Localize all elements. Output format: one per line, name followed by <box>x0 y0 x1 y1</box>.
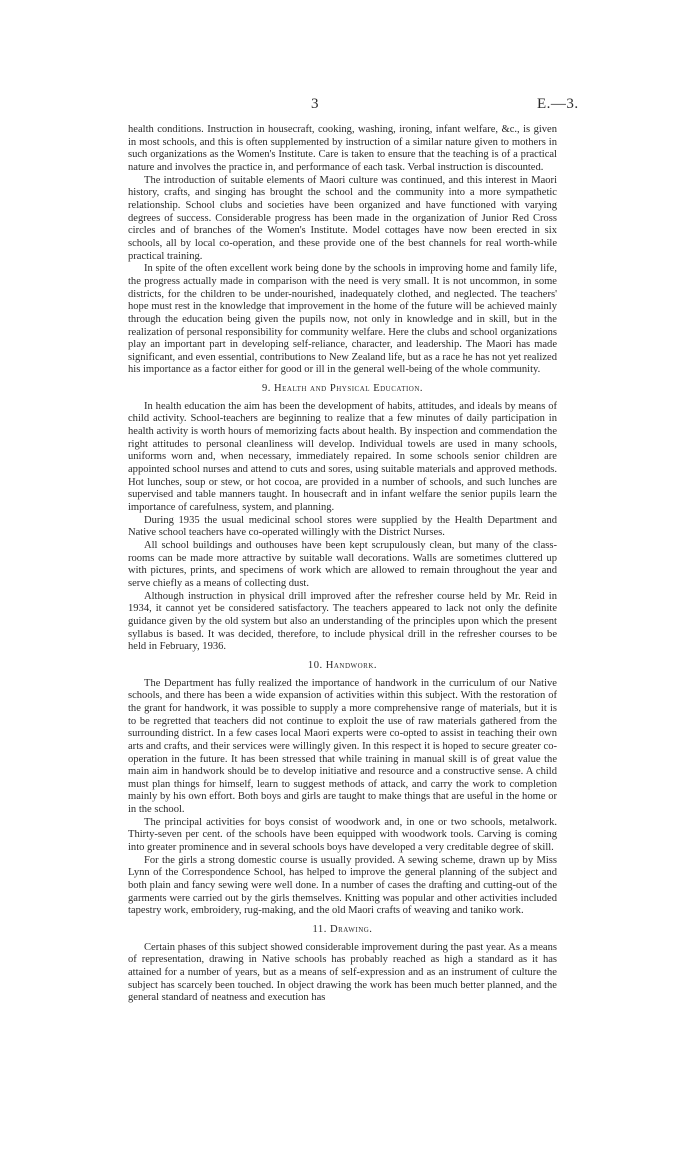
paragraph: All school buildings and outhouses have been kept scrupulously clean, but many of the class-rooms can be made more attractive by suitable wall decorations. Walls are sometimes cluttered up with pictures, prints, and specimens of work which are allowed to remain throughout the year and serve chiefly as a means of collecting dust. <box>128 540 557 589</box>
paragraph: During 1935 the usual medicinal school stores were supplied by the Health Department and Native school teachers have co-operated willingly with the District Nurses. <box>128 514 557 539</box>
paragraph: health conditions. Instruction in housecraft, cooking, washing, ironing, infant welfare, &c., is given in most schools, and this is often supplemented by instruction of a similar nature given to mothers in such organizations as the Women's Institute. Care is taken to ensure that the teaching is of a practical nature and involves the practice in, and performance of each task. Verbal instruction is discounted. <box>128 124 557 173</box>
body-text <box>128 124 557 1005</box>
paragraph: Certain phases of this subject showed considerable improvement during the past year. As a means of representation, drawing in Native schools has probably reached as high a standard as it has attained for a number of years, but as a means of self-expression and as an instrument of culture the subject has scarcely been touched. In object drawing the work has been much better planned, and the general standard of neatness and execution has <box>128 941 557 1004</box>
section-heading-handwork: 10. Handwork. <box>307 659 378 671</box>
paragraph: In spite of the often excellent work being done by the schools in improving home and family life, the progress actually made in comparison with the need is very small. It is not uncommon, in some districts, for the children to be under-nourished, inadequately clothed, and neglected. The teachers' hope must rest in the knowledge that improvement in the home of the future will be achieved mainly through the education being given the pupils now, not only in knowledge and in skill, but in the realization of personal responsibility for community welfare. Here the clubs and school organizations play an important part in developing self-reliance, character, and leadership. The Maori has made significant, and even essential, contributions to New Zealand life, but as a race he has not yet realized his importance as a factor either for good or ill in the general well-being of the whole community. <box>128 263 557 376</box>
paragraph: The Department has fully realized the importance of handwork in the curriculum of our Native schools, and there has been a wide expansion of activities within this subject. With the restoration of the grant for handwork, it was possible to supply a more comprehensive range of materials, but it is to be regretted that teachers did not continue to exploit the use of raw materials gathered from the surrounding district. In a few cases local Maori experts were co-opted to assist in teaching their own arts and crafts, and their services were willingly given. In this respect it is hoped to secure greater co-operation in the future. It has been stressed that while training in manual skill is of great value the main aim in handwork should be to develop initiative and resource and a constructive sense. A child must plan things for himself, learn to suggest methods of attack, and carry the work to completion mainly by his own effort. Both boys and girls are taught to make things that are useful in the home or in the school. <box>128 677 557 816</box>
section-heading-health: 9. Health and Physical Education. <box>261 383 424 395</box>
paragraph: In health education the aim has been the development of habits, attitudes, and ideals by means of child activity. School-teachers are beginning to realize that a few minutes of daily participation in health activity is worth hours of memorizing facts about health. By inspection and commendation the right attitudes to personal cleanliness will develop. Individual towels are used in many schools, uniforms worn and, when necessary, immediately repaired. In some schools senior children are appointed school nurses and attend to cuts and sores, using suitable materials and approved methods. Hot lunches, soup or stew, or hot cocoa, are provided in a number of schools, and such lunches are supervised and table manners taught. In housecraft and in infant welfare the senior pupils learn the importance of carefulness, system, and planning. <box>128 400 557 514</box>
page-number: 3 <box>311 96 319 112</box>
document-reference: E.—3. <box>537 96 579 112</box>
paragraph: The principal activities for boys consist of woodwork and, in one or two schools, metalwork. Thirty-seven per cent. of the schools have been equipped with woodwork tools. Carving is coming into greater prominence and in several schools boys have developed a very creditable degree of skill. <box>128 816 557 854</box>
paragraph: For the girls a strong domestic course is usually provided. A sewing scheme, drawn up by Miss Lynn of the Correspondence School, has helped to improve the general planning of the subject and both plain and fancy sewing were well done. In a number of cases the drafting and cutting-out of the garments were carried out by the girls themselves. Knitting was popular and other activities included tapestry work, embroidery, rug-making, and the old Maori crafts of weaving and taniko work. <box>128 854 557 917</box>
page-header <box>0 96 700 116</box>
section-heading-drawing: 11. Drawing. <box>312 924 373 936</box>
paragraph: The introduction of suitable elements of Maori culture was continued, and this interest in Maori history, crafts, and singing has brought the school and the community into a more sympathetic relationship. School clubs and societies have been organized and have functioned with varying degrees of success. Considerable progress has been made in the organization of Junior Red Cross circles and of branches of the Women's Institute. Model cottages have now been erected in six schools, all by local co-operation, and these provide one of the best channels for real worth-while practical training. <box>128 174 557 262</box>
paragraph: Although instruction in physical drill improved after the refresher course held by Mr. Reid in 1934, it cannot yet be considered satisfactory. The teachers appeared to lack not only the definite guidance given by the old system but also an understanding of the principles upon which the present syllabus is based. It was decided, therefore, to include physical drill in the refresher courses to be held in February, 1936. <box>128 590 557 653</box>
